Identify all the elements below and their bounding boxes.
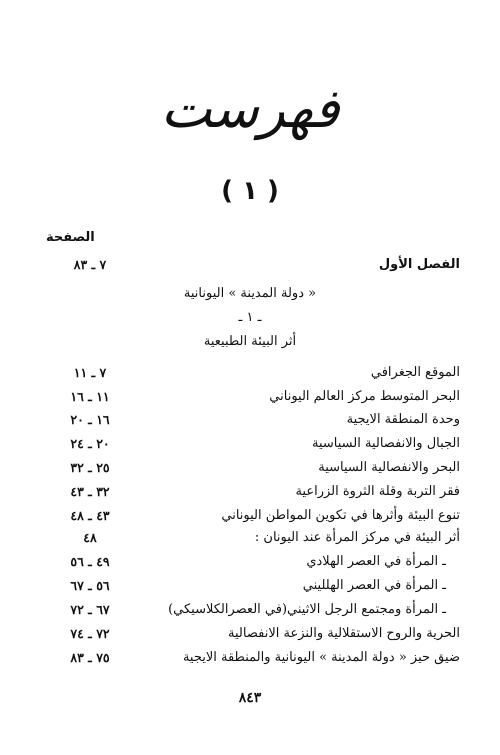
toc-entry-pages: ٢٠ ـ ٢٤ — [70, 436, 110, 451]
toc-entry-pages: ٤٨ — [83, 530, 97, 545]
toc-entry-title: الموقع الجغرافي — [370, 365, 460, 380]
toc-entry-title: تنوع البيئة وأثرها في تكوين المواطن اليوناني — [221, 508, 460, 523]
toc-entry — [40, 457, 460, 479]
toc-entry — [40, 599, 460, 621]
toc-entry-title: ـ المرأة في العصر الهلليني — [302, 578, 446, 593]
toc-entry-pages: ١١ ـ ١٦ — [70, 389, 110, 404]
toc-entry-title: ـ المرأة ومجتمع الرجل الاثيني(في العصرالكلاسيكي) — [168, 602, 446, 617]
toc-entry — [40, 409, 460, 431]
toc-entry-title: أثر البيئة في مركز المرأة عند اليونان : — [254, 530, 460, 545]
toc-entry-title: الجبال والانفصالية السياسية — [312, 436, 460, 451]
chapter-subtitle: « دولة المدينة » اليونانية — [183, 286, 317, 301]
toc-entry-title: ضيق حيز « دولة المدينة » اليونانية والمنطقة الايجية — [182, 650, 460, 665]
toc-entry-title: فقر التربة وقلة الثروة الزراعية — [295, 484, 460, 499]
toc-entry-pages: ١٦ ـ ٢٠ — [70, 412, 110, 427]
toc-entry-pages: ٧٢ ـ ٧٤ — [70, 626, 110, 641]
toc-entry — [40, 433, 460, 455]
page-column-header: الصفحة — [46, 230, 95, 245]
toc-entry-title: البحر والانفصالية السياسية — [318, 460, 460, 475]
toc-entry-title: ـ المرأة في العصر الهلادي — [306, 554, 446, 569]
toc-entry — [40, 575, 460, 597]
part-number: ( ١ ) — [221, 176, 279, 206]
toc-entry — [40, 623, 460, 645]
toc-entry-title: الحرية والروح الاستقلالية والنزعة الانفصالية — [228, 626, 460, 641]
toc-entry-pages: ٧ ـ ١١ — [73, 365, 107, 380]
chapter-pages: ٧ ـ ٨٣ — [73, 257, 107, 272]
page-number: ٨٤٣ — [238, 690, 262, 706]
toc-entry — [40, 551, 460, 573]
section-number: ـ ١ ـ — [238, 310, 262, 325]
chapter-row — [40, 254, 460, 276]
toc-entry-title: البحر المتوسط مركز العالم اليوناني — [269, 389, 460, 404]
toc-entry — [40, 386, 460, 408]
toc-entry-pages: ٧٥ ـ ٨٣ — [70, 650, 110, 665]
toc-entry-pages: ٣٢ ـ ٤٣ — [70, 484, 110, 499]
toc-entry-pages: ٤٣ ـ ٤٨ — [70, 508, 110, 523]
section-title: أثر البيئة الطبيعية — [203, 334, 297, 349]
toc-entry — [40, 362, 460, 384]
toc-entry-pages: ٤٩ ـ ٥٦ — [70, 554, 110, 569]
chapter-label: الفصل الأول — [378, 257, 460, 272]
toc-entry-pages: ٢٥ ـ ٣٢ — [70, 460, 110, 475]
page-title: فهرست — [160, 77, 340, 140]
toc-entry — [40, 505, 460, 527]
toc-entry — [40, 481, 460, 503]
toc-entry-pages: ٦٧ ـ ٧٢ — [70, 602, 110, 617]
toc-entry-title: وحدة المنطقة الايجية — [346, 412, 460, 427]
toc-entry — [40, 527, 460, 549]
toc-entry-pages: ٥٦ ـ ٦٧ — [70, 578, 110, 593]
toc-entry — [40, 647, 460, 669]
